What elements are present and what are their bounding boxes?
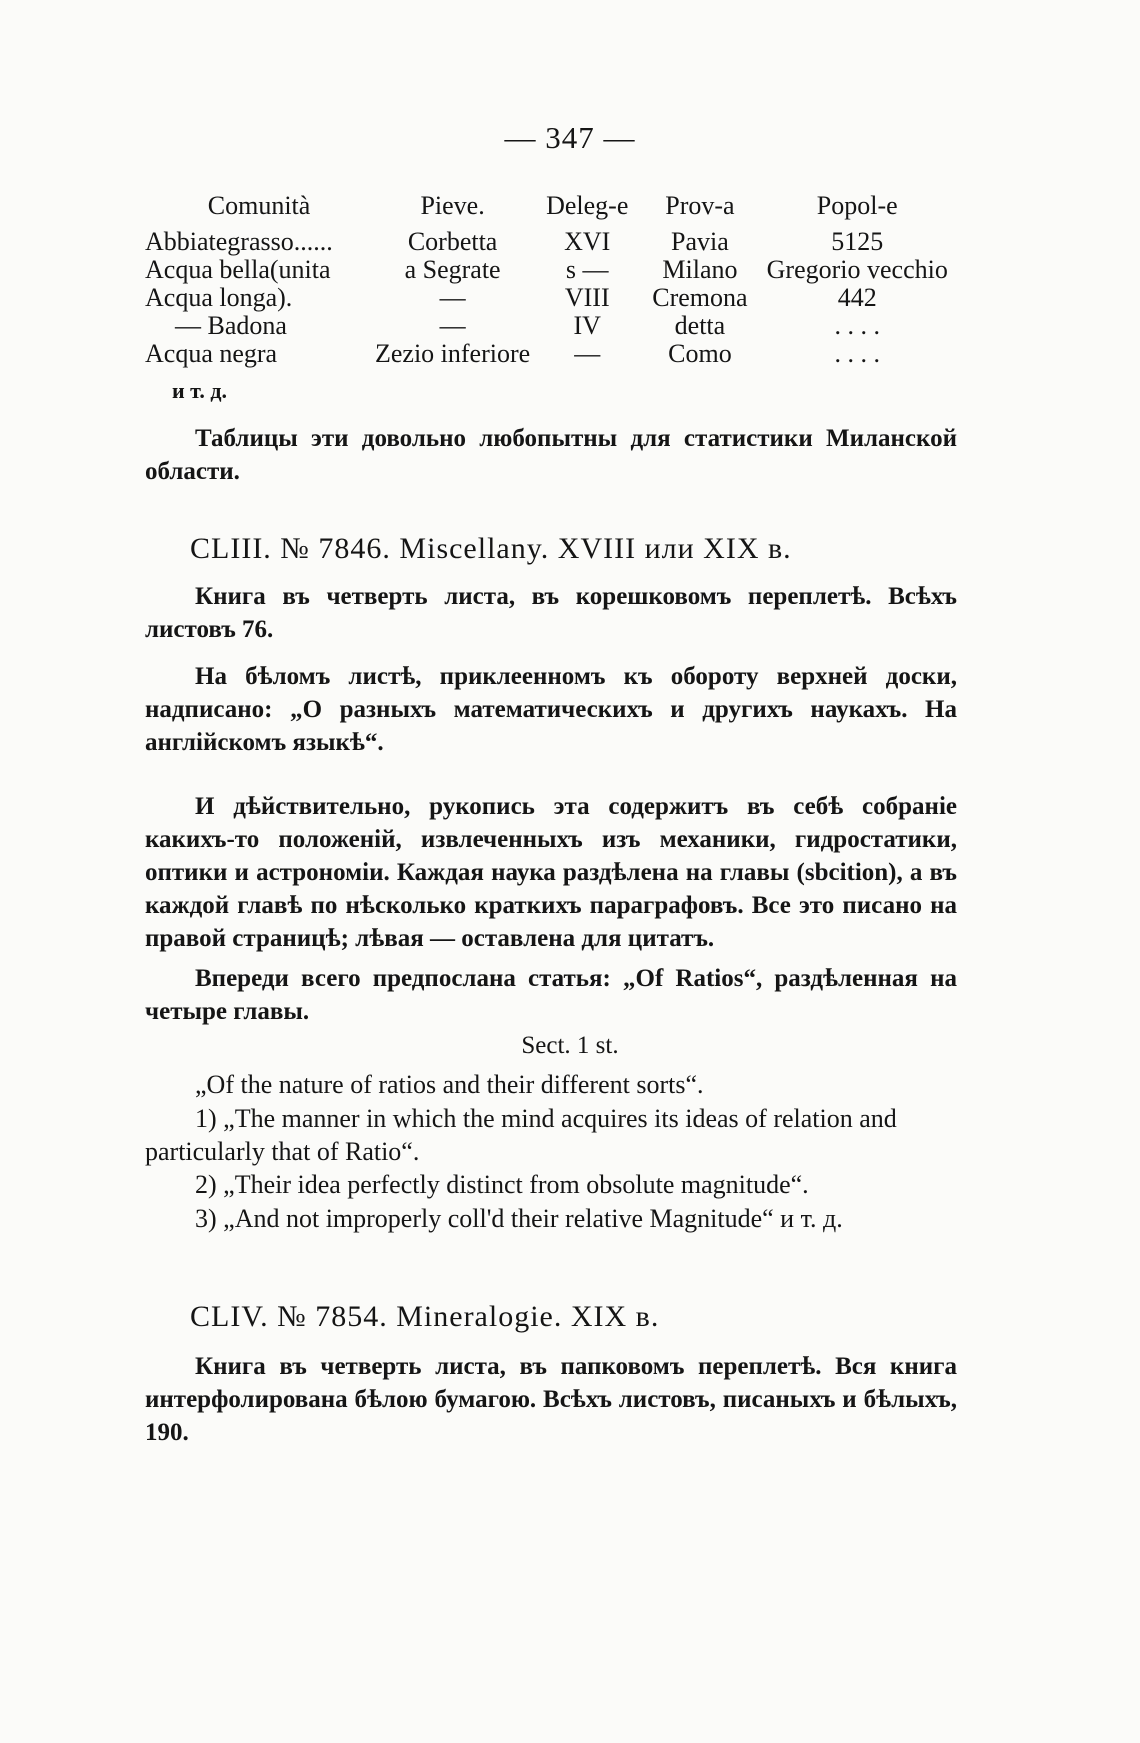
table-cell: Acqua bella(unita bbox=[145, 255, 331, 284]
line-text: 3) „And not improperly coll'd their relative Magnitude“ и т. д. bbox=[195, 1204, 843, 1233]
english-line bbox=[145, 1102, 957, 1168]
column-header: Deleg-e bbox=[546, 191, 629, 220]
table-cell: a Segrate bbox=[404, 255, 501, 284]
table-cell: . . . . bbox=[834, 311, 880, 340]
line-text: „Of the nature of ratios and their different sorts“. bbox=[195, 1070, 704, 1099]
table-cell: Cremona bbox=[652, 283, 748, 312]
register-table bbox=[145, 192, 957, 368]
entry-paragraph bbox=[145, 660, 957, 759]
column-header: Pieve. bbox=[420, 191, 485, 220]
table-cell: Acqua negra bbox=[145, 339, 278, 368]
column-header: Prov-a bbox=[665, 191, 735, 220]
table-cell: Zezio inferiore bbox=[374, 339, 531, 368]
table-cell: VIII bbox=[564, 283, 610, 312]
line-text: 1) „The manner in which the mind acquires its ideas of relation and particularly that of Ratio“. bbox=[145, 1104, 897, 1166]
table-note-text: Таблицы эти довольно любопытны для статистики Миланской области. bbox=[145, 425, 957, 485]
table-cell: Abbiategrasso...... bbox=[145, 227, 333, 256]
line-text: 2) „Their idea perfectly distinct from obsolute magnitude“. bbox=[195, 1170, 809, 1199]
table-cell: Acqua longa). bbox=[145, 283, 293, 312]
entry-paragraph bbox=[145, 962, 957, 1028]
english-line bbox=[145, 1068, 957, 1101]
page-number: — 347 — bbox=[504, 120, 636, 155]
table-cell: 442 bbox=[837, 283, 877, 312]
entry-heading: CLIV. № 7854. Mineralogie. XIX в. bbox=[190, 1300, 660, 1333]
table-cell: — bbox=[439, 311, 466, 340]
section-label: Sect. 1 st. bbox=[521, 1032, 619, 1059]
table-cell: — bbox=[574, 339, 601, 368]
entry-heading: CLIII. № 7846. Miscellany. XVIII или XIX в. bbox=[190, 532, 792, 565]
table-cell: XVI bbox=[564, 227, 611, 256]
table-row bbox=[145, 340, 957, 368]
table-cell: detta bbox=[674, 311, 726, 340]
table-cell: . . . . bbox=[834, 339, 880, 368]
paragraph-text: Книга въ четверть листа, въ папковомъ переплетѣ. Вся книга интерфолирована бѣлою бумагою. Всѣхъ листовъ, писаныхъ и бѣлыхъ, 190. bbox=[145, 1353, 957, 1446]
table-cell: Gregorio vecchio bbox=[766, 255, 948, 284]
table-row bbox=[145, 256, 957, 284]
table-cell: — Badona bbox=[175, 311, 287, 340]
column-header: Popol-e bbox=[816, 191, 898, 220]
table-cell: IV bbox=[573, 311, 601, 340]
paragraph-text: И дѣйствительно, рукопись эта содержитъ въ себѣ собраніе какихъ-то положеній, извлеченныхъ изъ механики, гидростатики, оптики и астрономіи. Каждая наука раздѣлена на главы (sbcition), а въ каждой главѣ по нѣсколько краткихъ параграфовъ. Все это писано на правой страницѣ; лѣвая — оставлена для цитатъ. bbox=[145, 793, 957, 952]
entry-paragraph bbox=[145, 1350, 957, 1449]
table-row bbox=[145, 284, 957, 312]
table-etc: и т. д. bbox=[172, 378, 227, 403]
table-note bbox=[145, 422, 957, 488]
table-cell: Milano bbox=[662, 255, 738, 284]
table-cell: 5125 bbox=[831, 227, 884, 256]
table-cell: s — bbox=[565, 255, 609, 284]
paragraph-text: На бѣломъ листѣ, приклеенномъ къ обороту верхней доски, надписано: „О разныхъ математическихъ и другихъ наукахъ. На англійскомъ языкѣ“. bbox=[145, 663, 957, 756]
table-cell: Pavia bbox=[671, 227, 729, 256]
paragraph-text: Впереди всего предпослана статья: „Of Ratios“, раздѣленная на четыре главы. bbox=[145, 965, 957, 1025]
table-cell: Como bbox=[668, 339, 732, 368]
table-row bbox=[145, 228, 957, 256]
entry-paragraph bbox=[145, 580, 957, 646]
table-cell: — bbox=[439, 283, 466, 312]
english-line bbox=[145, 1168, 957, 1201]
entry-paragraph bbox=[145, 790, 957, 955]
table-header-row bbox=[145, 192, 957, 228]
english-line bbox=[145, 1202, 957, 1235]
column-header: Comunità bbox=[207, 191, 311, 220]
paragraph-text: Книга въ четверть листа, въ корешковомъ переплетѣ. Всѣхъ листовъ 76. bbox=[145, 583, 957, 643]
table-cell: Corbetta bbox=[407, 227, 498, 256]
table-row bbox=[145, 312, 957, 340]
